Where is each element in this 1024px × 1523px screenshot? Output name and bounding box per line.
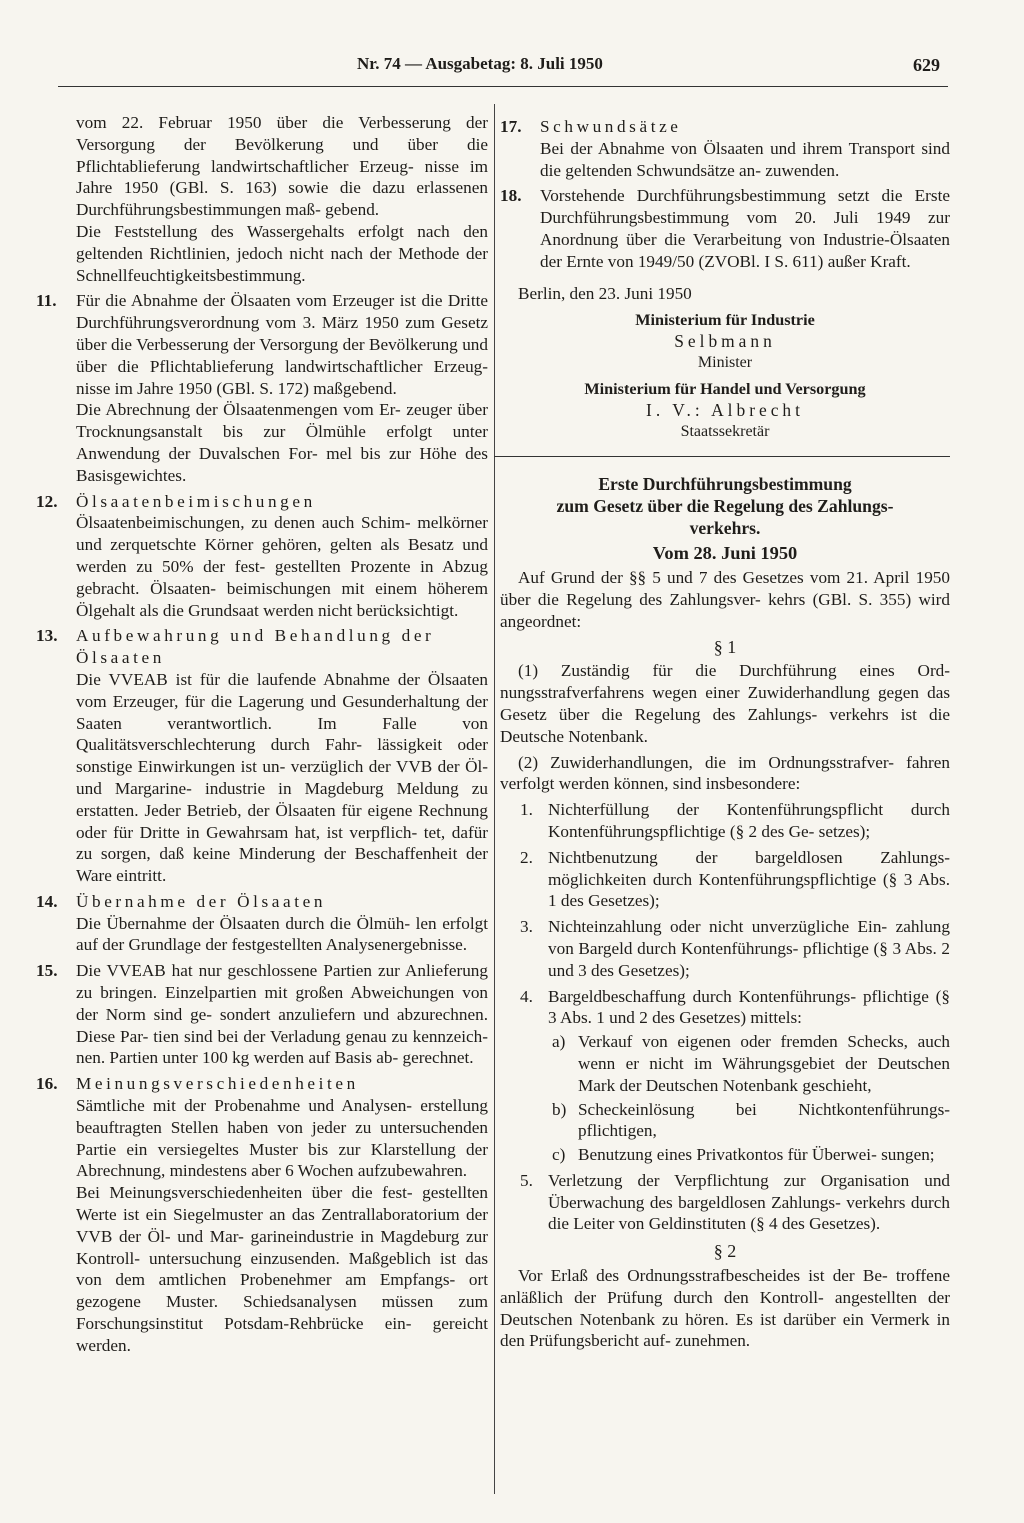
section-heading: § 2 xyxy=(713,1241,737,1262)
section-1-subsection-2 xyxy=(500,752,950,796)
text-line: Jeder Betrieb, der Ölsaaten für eigene Rechnung xyxy=(144,800,488,820)
list-number: b) xyxy=(552,1099,567,1119)
item-paragraph xyxy=(76,512,488,621)
text-line: (§ 3 Abs. 1 des Gesetzes); xyxy=(548,869,950,911)
intro-paragraph xyxy=(36,112,488,221)
text-line: kehrs (GBl. S. 355) wird angeordnet: xyxy=(500,589,950,631)
item-number: 12. xyxy=(36,491,58,511)
item-paragraph xyxy=(76,913,488,957)
text-line: troffene anläßlich der Prüfung durch den Kontroll- xyxy=(500,1266,950,1307)
text-line: Anlieferung zu bringen. Einzelpartien mit xyxy=(76,961,488,1003)
ministry-name: Ministerium für Industrie xyxy=(635,311,815,330)
item-number: 18. xyxy=(500,186,522,206)
text-line: Pflichtablieferung landwirtschaftlicher Erzeug- xyxy=(149,356,488,376)
text-line: sungen; xyxy=(881,1145,935,1165)
text-line: setzes); xyxy=(818,821,871,841)
numbered-item xyxy=(36,891,488,956)
place-date: Berlin, den 23. Juni 1950 xyxy=(518,283,692,303)
item-number: 15. xyxy=(36,961,58,981)
left-items xyxy=(36,290,488,1356)
text-line: großen Abweichungen von der Norm sind ge- xyxy=(76,983,489,1024)
list-text xyxy=(548,1170,950,1235)
text-line: melkörner und zerquetschte Körner gehören, xyxy=(76,513,488,555)
text-line: nungsstrafverfahrens wegen einer Zuwiderhandlung xyxy=(500,683,870,703)
item-heading: Ölsaatenbeimischungen xyxy=(76,491,316,511)
list-text xyxy=(578,1031,950,1096)
list-number: c) xyxy=(552,1145,566,1165)
text-line: Juli 1949 zur Anordnung über die Verarbeitung xyxy=(540,208,951,249)
text-line: angestellten der Deutschen Notenbank zu hören. Es xyxy=(500,1287,950,1329)
text-line: Pflichtablieferung landwirtschaftlicher Erzeug- xyxy=(76,156,414,176)
text-line: Die VVEAB hat nur geschlossene Partien zur xyxy=(76,961,400,981)
item-number: 17. xyxy=(500,117,522,136)
text-line: nen. Partien unter 100 kg werden auf Basis ab- xyxy=(76,1048,399,1068)
item-paragraph xyxy=(76,1182,488,1356)
text-line: zu untersuchenden Partie ein versiegeltes xyxy=(76,1117,488,1159)
text-line: Zentrallaboratorium der VVB der Öl- und Mar- xyxy=(76,1205,488,1246)
item-number: 16. xyxy=(36,1074,58,1094)
text-line: ist die Dritte Durchführungsverordnung vom xyxy=(76,291,489,333)
text-line: Bei der Abnahme von Ölsaaten und ihrem xyxy=(540,138,843,158)
text-line: pflichtige (§ 3 Abs. 2 und 3 des Gesetzes); xyxy=(548,938,951,980)
section-divider xyxy=(494,456,950,457)
numbered-item xyxy=(36,625,488,887)
section-heading: § 1 xyxy=(713,636,737,657)
header-title: Nr. 74 — Ausgabetag: 8. Juli 1950 xyxy=(357,54,603,73)
signatory-name: Selbmann xyxy=(674,331,776,352)
text-line: gegen das Gesetz über die Regelung des Zahlungs- xyxy=(500,683,951,724)
text-line: nisse im Jahre 1950 (GBl. S. 172) maßgebend. xyxy=(76,378,397,398)
text-line: Ölsaaten vom Erzeuger, für die Lagerung und xyxy=(76,669,489,711)
item-paragraph xyxy=(76,1095,488,1182)
text-line: tet, dafür zu sorgen, daß keine Minderung der xyxy=(76,822,489,864)
numbered-item xyxy=(500,116,950,181)
text-line: zunehmen. xyxy=(675,1331,751,1351)
right-column xyxy=(500,112,950,1352)
text-line: Nichterfüllung der Kontenführungspflicht xyxy=(548,800,884,820)
list-item xyxy=(500,1170,950,1235)
text-line: oder für Dritte in Gewahrsam hat, ist verpflich- xyxy=(76,822,418,842)
text-line: Vorstehende Durchführungsbestimmung setzt xyxy=(540,186,870,206)
text-line: erlassenen Durchführungsbestimmungen maß- xyxy=(76,178,489,220)
text-line: erfolgt unter Anwendung der Duvalschen For- xyxy=(76,422,488,463)
signatory-role: Minister xyxy=(697,354,753,372)
text-line: Die Abrechnung der Ölsaatenmengen vom Er- xyxy=(76,400,401,420)
header-rule xyxy=(58,86,948,87)
item-heading: Aufbewahrung und Behandlung der Ölsaaten xyxy=(76,626,435,668)
text-line: Deutschen Mark der Deutschen Notenbank xyxy=(578,1053,950,1095)
sub-list-item xyxy=(500,1099,950,1143)
signatory-role: Staatssekretär xyxy=(680,423,770,441)
text-line: verkehrs durch die Leiter von Geldinstituten xyxy=(548,1192,951,1234)
title-line: verkehrs. xyxy=(689,518,761,539)
page-header xyxy=(60,54,948,84)
decree-title xyxy=(500,473,950,539)
intro-paragraph-2 xyxy=(36,221,488,286)
text-line: mel bis zur Höhe des Basisgewichtes. xyxy=(76,443,488,485)
text-line: tien sind bei der Verladung genau zu kennzeich- xyxy=(153,1026,489,1046)
text-line: gereicht werden. xyxy=(76,1314,488,1355)
list-text xyxy=(578,1144,950,1166)
text-line: Gesunderhaltung der Saaten verantwortlich. Im xyxy=(76,691,489,733)
text-line: (ZVOBl. I S. 611) außer Kraft. xyxy=(698,251,911,271)
text-line: (2) Zuwiderhandlungen, die im Ordnungsstrafver- xyxy=(518,752,894,772)
item-number: 13. xyxy=(36,626,58,646)
text-line: erstellung beauftragten Stellen haben von jeder xyxy=(76,1096,489,1137)
text-line: gebend. xyxy=(325,200,380,220)
text-line: Sämtliche mit der Probenahme und Analysen- xyxy=(76,1096,413,1116)
text-line: (§ 4 des Gesetzes). xyxy=(750,1214,881,1234)
title-line: Erste Durchführungsbestimmung xyxy=(598,474,852,495)
text-line: fahren verfolgt werden können, sind insbesondere: xyxy=(500,752,950,794)
text-line: (1) Zuständig für die Durchführung eines Ord- xyxy=(518,661,950,681)
text-line: Nichtbenutzung der bargeldlosen Zahlungs- xyxy=(548,847,950,867)
list-item xyxy=(500,847,950,912)
text-line: Versorgung der Bevölkerung und über die xyxy=(76,134,488,154)
text-line: von dem amtlichen Probenehmer am Empfangs- xyxy=(76,1270,456,1290)
right-items xyxy=(500,116,950,273)
list-text xyxy=(548,916,950,981)
text-line: verzüglich der VVB der Öl- und Margarine- xyxy=(76,757,488,798)
item-paragraph xyxy=(76,960,488,1069)
numbered-item xyxy=(36,290,488,486)
list-item xyxy=(500,986,950,1030)
text-line: zeuger über Trocknungsanstalt bis zur Ölmühle xyxy=(76,400,489,442)
text-line: ist darüber ein Vermerk in den Prüfungsbericht auf- xyxy=(500,1309,950,1351)
list-text xyxy=(548,986,950,1030)
item-paragraph xyxy=(76,399,488,486)
text-line: sondert anzuliefern und abzurechnen. Diese Par- xyxy=(76,1004,488,1046)
text-line: Benutzung eines Privatkontos für Überwei- xyxy=(578,1145,877,1165)
section-2-text xyxy=(500,1265,950,1352)
item-number: 14. xyxy=(36,891,58,911)
item-paragraph xyxy=(76,669,488,887)
text-line: untersuchung einzusenden. Maßgeblich ist das xyxy=(148,1248,489,1268)
text-line: möglichkeiten durch Kontenführungspflichtige xyxy=(548,869,877,889)
text-line: gerechnet. xyxy=(402,1048,474,1068)
text-line: geschieht, xyxy=(802,1075,872,1095)
text-line: zum Forschungsinstitut Potsdam-Rehbrücke ein- xyxy=(76,1292,488,1334)
text-line: Beschaffenheit der Ware eintritt. xyxy=(76,844,488,886)
item-paragraph xyxy=(76,290,488,399)
text-line: ort gezogene Muster. Schiedsanalysen müssen xyxy=(76,1270,488,1312)
list-item xyxy=(500,799,950,843)
numbered-item xyxy=(500,185,950,272)
title-line: zum Gesetz über die Regelung des Zahlungs- xyxy=(556,496,894,517)
text-line: Verkauf von eigenen oder fremden Schecks, xyxy=(578,1032,908,1052)
text-line: zuwenden. xyxy=(765,160,840,180)
section-1-subsection-1 xyxy=(500,660,950,747)
text-line: Muster bis zur Klarstellung der Abrechnung, xyxy=(76,1139,489,1181)
text-line: Auf Grund der §§ 5 und 7 des Gesetzes vom xyxy=(518,568,841,588)
item-paragraph xyxy=(540,185,950,272)
ministry-name: Ministerium für Handel und Versorgung xyxy=(584,380,866,399)
text-line: pflichtige (§ 3 Abs. 1 und 2 des Gesetzes) mittels: xyxy=(548,986,951,1028)
text-line: 21. April 1950 über die Regelung des Zahlungsver- xyxy=(500,568,950,609)
list-number: 1. xyxy=(520,800,533,820)
list-text xyxy=(548,847,950,912)
column-divider xyxy=(494,104,495,1494)
text-line: Für die Abnahme der Ölsaaten vom Erzeuger xyxy=(76,291,395,311)
text-line: pflichtigen, xyxy=(578,1121,657,1141)
sub-list-item xyxy=(500,1144,950,1166)
numbered-item xyxy=(36,1073,488,1356)
text-line: mindestens aber 6 Wochen aufzubewahren. xyxy=(169,1161,468,1181)
text-line: Bei Meinungsverschiedenheiten über die fest- xyxy=(76,1183,413,1203)
text-line: von Industrie-Ölsaaten der Ernte von 1949/50 xyxy=(540,229,950,271)
signature-block xyxy=(500,310,950,442)
text-line: vom 22. Februar 1950 über die Verbesserung der xyxy=(76,113,488,132)
text-line: durch Kontenführungspflichtige (§ 2 des Ge- xyxy=(548,800,950,841)
sub-list-item xyxy=(500,1031,950,1096)
left-column xyxy=(36,112,488,1357)
text-line: Bargeldbeschaffung durch Kontenführungs- xyxy=(548,986,857,1006)
text-line: auch wenn er nicht im Währungsgebiet der xyxy=(578,1032,951,1073)
text-line: gestellten Prozente in Abzug gebracht. Ölsaaten- xyxy=(76,556,488,598)
text-line: Verletzung der Verpflichtung zur Organisation xyxy=(548,1170,910,1190)
item-heading: Meinungsverschiedenheiten xyxy=(76,1074,359,1094)
text-line: zahlung von Bargeld durch Kontenführungs- xyxy=(548,917,950,958)
page-number: 629 xyxy=(913,55,940,75)
text-line: Nichteinzahlung oder nicht unverzügliche Ein- xyxy=(548,917,888,937)
text-line: Scheckeinlösung bei Nichtkontenführungs- xyxy=(578,1099,950,1119)
item-heading: Schwundsätze xyxy=(540,117,682,136)
text-line: 3. März 1950 zum Gesetz über die Verbesserung xyxy=(76,313,488,354)
item-number: 11. xyxy=(36,291,57,311)
text-line: lässigkeit oder sonstige Einwirkungen ist un- xyxy=(76,735,488,777)
text-line: Methode der Schnellfeuchtigkeitsbestimmung. xyxy=(76,243,489,285)
text-line: Die Feststellung des Wassergehalts erfolgt nach xyxy=(76,221,450,241)
text-line: Die Übernahme der Ölsaaten durch die Ölmüh- xyxy=(76,913,411,933)
decree-date: Vom 28. Juni 1950 xyxy=(652,543,798,564)
list-number: 2. xyxy=(520,847,533,867)
text-line: Vor Erlaß des Ordnungsstrafbescheides ist der Be- xyxy=(518,1266,888,1286)
text-line: gelten als Besatz und werden zu 50% der fest- xyxy=(76,535,489,576)
text-line: Transport sind die geltenden Schwundsätze an- xyxy=(540,138,950,180)
list-text xyxy=(548,799,950,843)
numbered-item xyxy=(36,491,488,622)
text-line: len erfolgt auf der Grundlage der festgestellten xyxy=(76,913,489,955)
text-line: den geltenden Richtlinien, jedoch nicht nach der xyxy=(76,221,489,263)
violation-list xyxy=(500,799,950,1235)
list-number: 5. xyxy=(520,1170,533,1190)
text-line: garineindustrie in Magdeburg zur Kontroll- xyxy=(76,1226,489,1268)
item-paragraph xyxy=(540,138,950,182)
list-number: a) xyxy=(552,1032,566,1052)
list-number: 4. xyxy=(520,986,533,1006)
numbered-item xyxy=(36,960,488,1069)
text-line: der Versorgung der Bevölkerung und über die xyxy=(76,334,488,376)
item-heading: Übernahme der Ölsaaten xyxy=(76,891,327,911)
signatory-name: I. V.: Albrecht xyxy=(646,400,804,421)
text-line: gestellten Werte ist ein Siegelmuster an das xyxy=(76,1183,488,1225)
preamble xyxy=(500,567,950,632)
text-line: Ölsaatenbeimischungen, zu denen auch Schim- xyxy=(76,513,411,533)
list-item xyxy=(500,916,950,981)
text-line: industrie in Magdeburg Meldung zu erstatten. xyxy=(76,778,488,820)
text-line: nisse im Jahre 1950 (GBl. S. 163) sowie die dazu xyxy=(76,156,488,198)
text-line: beimischungen mit einem höherem Ölgehalt xyxy=(76,578,488,620)
text-line: Falle von Qualitätsverschlechterung durch Fahr- xyxy=(76,713,488,755)
text-line: Die VVEAB ist für die laufende Abnahme der xyxy=(76,669,420,689)
text-line: und Überwachung des bargeldlosen Zahlungs- xyxy=(548,1170,950,1212)
list-number: 3. xyxy=(520,917,533,937)
text-line: verkehrs ist die Deutsche Notenbank. xyxy=(500,704,951,746)
list-text xyxy=(578,1099,950,1143)
text-line: als die Grundsaat werden nicht berücksichtigt. xyxy=(139,600,459,620)
text-line: Analysenergebnisse. xyxy=(325,935,468,955)
text-line: die Erste Durchführungsbestimmung vom 20. xyxy=(540,186,950,228)
